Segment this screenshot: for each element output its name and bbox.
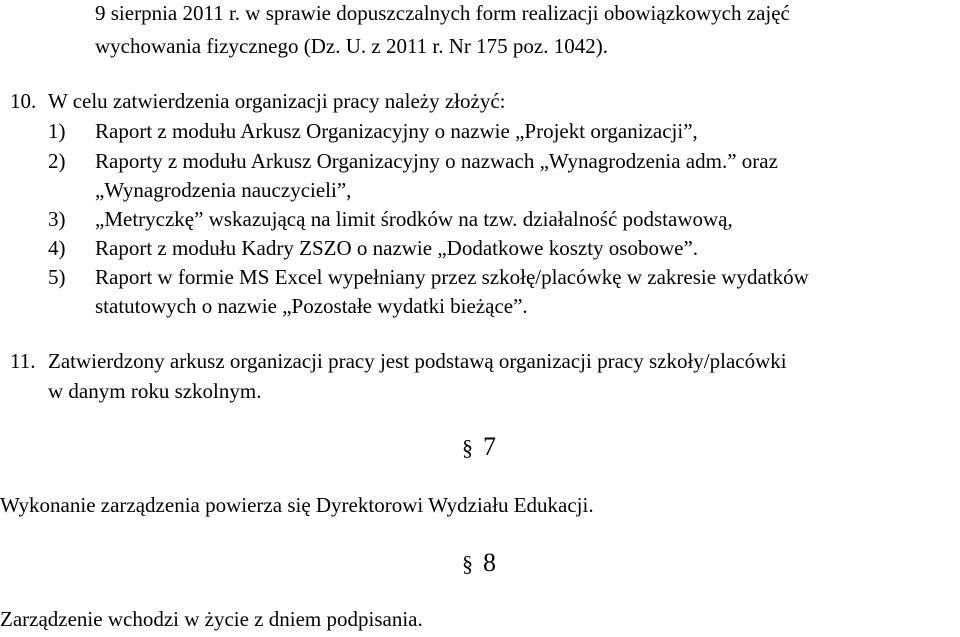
subitem-text: Raporty z modułu Arkusz Organizacyjny o nazwach „Wynagrodzenia adm.” oraz — [95, 149, 778, 173]
subitem-text: Raport w formie MS Excel wypełniany przez szkołę/placówkę w zakresie wydatków — [95, 265, 809, 289]
item-11-number: 11. — [10, 349, 36, 373]
item-10-text: W celu zatwierdzenia organizacji pracy należy złożyć: — [48, 89, 506, 113]
section-symbol: § — [462, 435, 473, 460]
intro-line-1: 9 sierpnia 2011 r. w sprawie dopuszczalnych form realizacji obowiązkowych zajęć — [95, 1, 790, 25]
section-8-heading — [462, 548, 496, 579]
subitem-text: Raport z modułu Kadry ZSZO o nazwie „Dodatkowe koszty osobowe”. — [95, 236, 699, 260]
subitem-text: Raport z modułu Arkusz Organizacyjny o nazwie „Projekt organizacji”, — [95, 119, 698, 143]
intro-line-2: wychowania fizycznego (Dz. U. z 2011 r. Nr 175 poz. 1042). — [95, 34, 608, 58]
subitem-number: 1) — [48, 119, 66, 143]
item-11-text: Zatwierdzony arkusz organizacji pracy jest podstawą organizacji pracy szkoły/placówki — [48, 349, 787, 373]
section-7-heading — [462, 432, 496, 463]
subitem-number: 5) — [48, 265, 66, 289]
subitem-number: 4) — [48, 236, 66, 260]
subitem-number: 2) — [48, 149, 66, 173]
subitem-5-continuation: statutowych o nazwie „Pozostałe wydatki bieżące”. — [95, 294, 528, 318]
section-8-text: Zarządzenie wchodzi w życie z dniem podpisania. — [0, 607, 423, 631]
section-symbol: § — [462, 551, 473, 576]
item-11-continuation: w danym roku szkolnym. — [48, 379, 262, 403]
section-number: 7 — [483, 432, 496, 461]
subitem-2-continuation: „Wynagrodzenia nauczycieli”, — [95, 178, 352, 202]
subitem-text: „Metryczkę” wskazującą na limit środków na tzw. działalność podstawową, — [95, 207, 733, 231]
subitem-number: 3) — [48, 207, 66, 231]
section-number: 8 — [483, 548, 496, 577]
section-7-text: Wykonanie zarządzenia powierza się Dyrektorowi Wydziału Edukacji. — [0, 493, 594, 517]
item-10-number: 10. — [10, 89, 37, 113]
